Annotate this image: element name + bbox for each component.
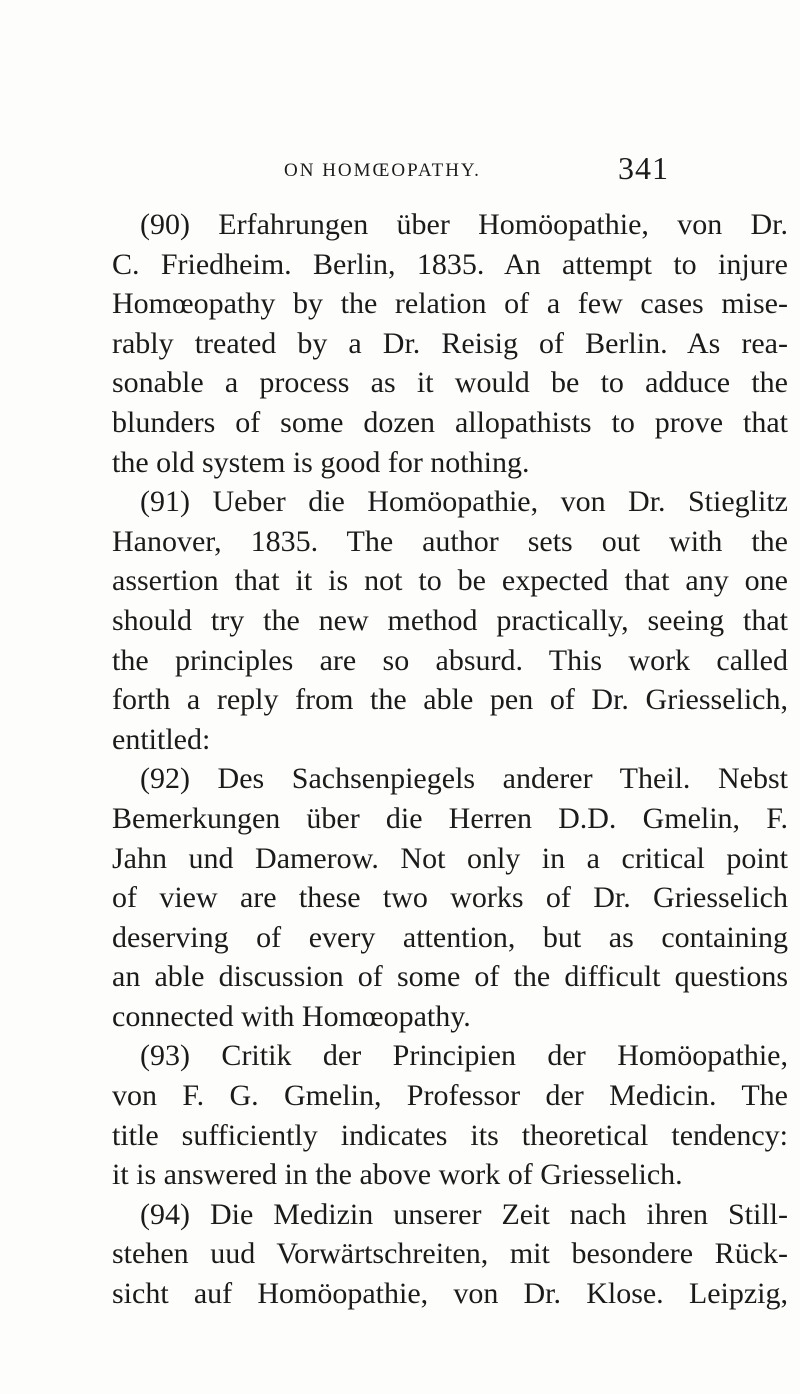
text-line: entitled: bbox=[112, 722, 211, 756]
text-line: forth a reply from the able pen of Dr. Griesselich, bbox=[112, 683, 788, 717]
text-line: (93) Critik der Principien der Homöopathie, bbox=[140, 1039, 788, 1073]
text-line: Jahn und Damerow. Not only in a critical point bbox=[112, 841, 788, 875]
text-line: (94) Die Medizin unserer Zeit nach ihren Still- bbox=[140, 1197, 788, 1231]
text-line: of view are these two works of Dr. Griesselich bbox=[112, 881, 788, 915]
text-line: C. Friedheim. Berlin, 1835. An attempt to injure bbox=[112, 247, 788, 281]
text-line: the principles are so absurd. This work called bbox=[112, 643, 788, 677]
text-line: deserving of every attention, but as containing bbox=[112, 920, 788, 954]
text-line: an able discussion of some of the difficult questions bbox=[112, 960, 788, 994]
text-line: title sufficiently indicates its theoretical tendency: bbox=[112, 1118, 788, 1152]
running-header bbox=[0, 148, 800, 188]
running-title: ON HOMŒOPATHY. bbox=[284, 160, 481, 181]
text-line: Hanover, 1835. The author sets out with the bbox=[112, 524, 788, 558]
page-number: 341 bbox=[618, 150, 669, 186]
text-line: Bemerkungen über die Herren D.D. Gmelin, F. bbox=[112, 801, 788, 835]
text-line: it is answered in the above work of Griesselich. bbox=[112, 1158, 683, 1192]
text-line: (90) Erfahrungen über Homöopathie, von Dr. bbox=[140, 208, 788, 241]
text-line: blunders of some dozen allopathists to prove that bbox=[112, 405, 788, 439]
body-text bbox=[112, 205, 788, 1314]
text-line: (92) Des Sachsenpiegels anderer Theil. Nebst bbox=[140, 762, 788, 796]
text-line: connected with Homœopathy. bbox=[112, 999, 471, 1033]
text-line: Homœopathy by the relation of a few cases mise- bbox=[112, 287, 788, 321]
text-line: should try the new method practically, seeing that bbox=[112, 603, 788, 637]
text-line: von F. G. Gmelin, Professor der Medicin. The bbox=[112, 1079, 788, 1113]
text-line: rably treated by a Dr. Reisig of Berlin. As rea- bbox=[112, 326, 788, 360]
text-line: the old system is good for nothing. bbox=[112, 445, 530, 479]
text-line: (91) Ueber die Homöopathie, von Dr. Stieglitz bbox=[140, 485, 788, 519]
text-line: sonable a process as it would be to adduce the bbox=[112, 366, 788, 400]
text-line: assertion that it is not to be expected that any one bbox=[112, 564, 788, 598]
text-line: sicht auf Homöopathie, von Dr. Klose. Leipzig, bbox=[112, 1277, 788, 1311]
text-line: stehen uud Vorwärtschreiten, mit besondere Rück- bbox=[112, 1237, 788, 1271]
